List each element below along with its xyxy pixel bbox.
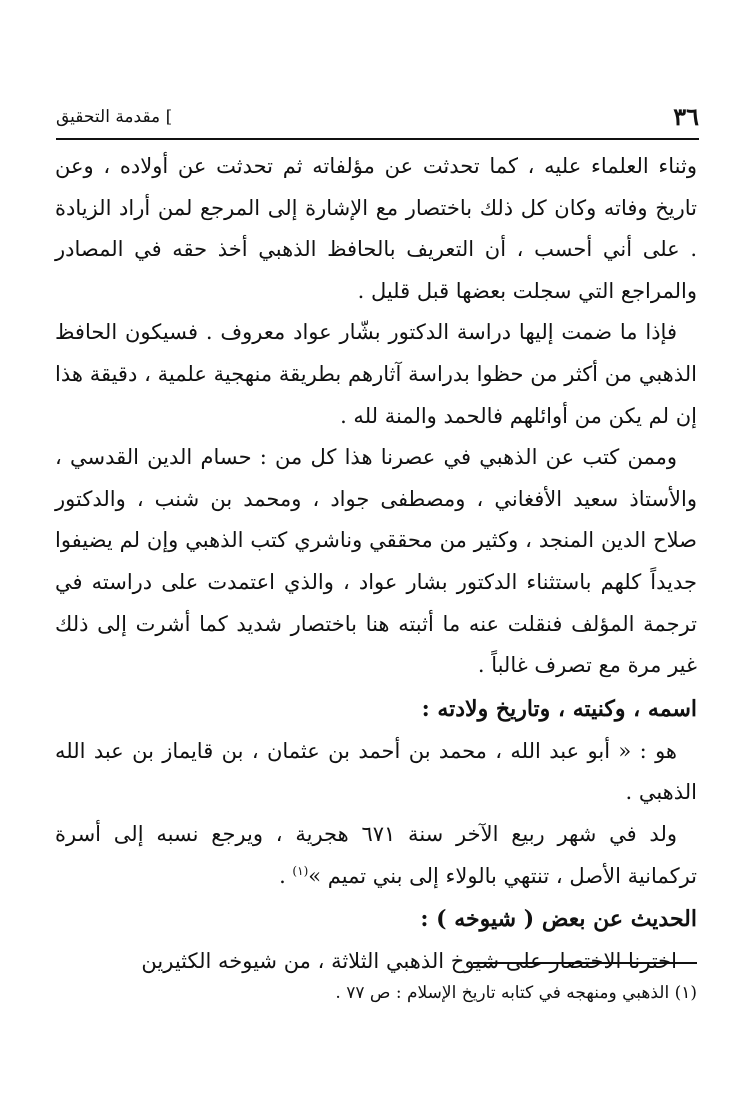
heading-name-and-birth: اسمه ، وكنيته ، وتاريخ ولادته : <box>421 695 697 722</box>
birth-text: ولد في شهر ربيع الآخر سنة ٦٧١ هجرية ، ويرجع نسبه إلى أسرة تركمانية الأصل ، تنتهي بالولاء إلى بني تميم » <box>55 821 697 888</box>
heading-teachers: الحديث عن بعض ( شيوخه ) : <box>420 906 697 933</box>
paragraph-bashar-study: فإذا ما ضمت إليها دراسة الدكتور بشّار عواد معروف . فسيكون الحافظ الذهبي من أكثر من حظوا بدراسة آثارهم بطريقة منهجية علمية ، دقيقة هذا إن لم يكن من أوائلهم فالحمد والمنة لله . <box>55 320 697 428</box>
running-head: ] مقدمة التحقيق <box>56 107 173 127</box>
header-rule <box>56 138 699 140</box>
footnote-reference[interactable]: (١) <box>292 863 309 878</box>
paragraph-modern-writers: وممن كتب عن الذهبي في عصرنا هذا كل من : حسام الدين القدسي ، والأستاذ سعيد الأفغاني ، ومصطفى جواد ، ومحمد بن شنب ، والدكتور صلاح الدين المنجد ، وكثير من محققي وناشري كتب الذهبي وإن لم يضيفوا جديداً كلهم باستثناء الدكتور بشار عواد ، والذي اعتمدت على دراسته في ترجمة المؤلف فنقلت عنه ما أثبته هنا باختصار شديد كما أشرت إلى ذلك غير مرة مع تصرف غالباً . <box>55 445 697 678</box>
paragraph-teachers-intro: اخترنا الاختصار على شيوخ الذهبي الثلاثة ، من شيوخه الكثيرين <box>141 949 677 974</box>
paragraph-birth <box>55 814 697 897</box>
birth-text-end: . <box>279 863 293 888</box>
footnote: (١) الذهبي ومنهجه في كتابه تاريخ الإسلام : ص ٧٧ . <box>335 983 697 1003</box>
page-header <box>56 102 699 134</box>
body-text <box>55 146 697 983</box>
footnote-rule <box>473 962 697 964</box>
page-number: ٣٦ <box>673 102 699 131</box>
paragraph-full-name: هو : « أبو عبد الله ، محمد بن أحمد بن عثمان ، بن قايماز بن عبد الله الذهبي . <box>55 738 697 805</box>
paragraph-scholars-praise: وثناء العلماء عليه ، كما تحدثت عن مؤلفاته ثم تحدثت عن أولاده ، وعن تاريخ وفاته وكان كل ذلك باختصار مع الإشارة إلى المرجع لمن أراد الزيادة . على أني أحسب ، أن التعريف بالحافظ الذهبي أخذ حقه في المصادر والمراجع التي سجلت بعضها قبل قليل . <box>55 154 697 303</box>
